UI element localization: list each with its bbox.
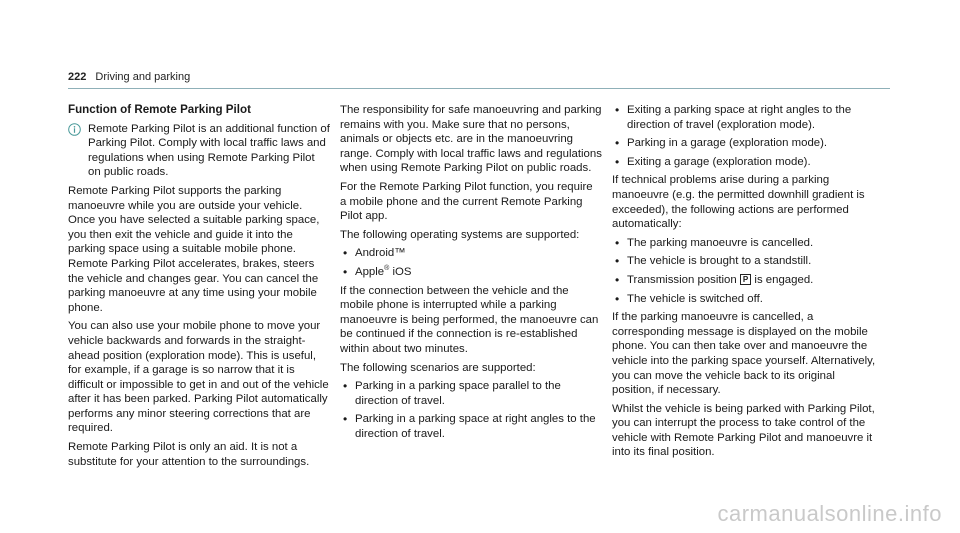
paragraph: If the connection between the vehicle and the mobile phone is interrupted while a parking manoeuvre is being performed, the manoeuvre can be continued if the connection is re-established within about two minutes. xyxy=(340,284,599,355)
list-item: • Apple® iOS xyxy=(340,265,602,280)
paragraph: If technical problems arise during a parking manoeuvre (e.g. the permitted downhill gradient is exceeded), the following actions are performed automatically: xyxy=(612,174,865,231)
list-item: • The vehicle is switched off. xyxy=(612,292,876,307)
list-item: • Parking in a parking space at right angles to the direction of travel. xyxy=(340,412,602,441)
list-item: • Exiting a parking space at right angles to the direction of travel (exploration mode). xyxy=(612,103,876,132)
column-2 xyxy=(340,103,602,445)
list-item: • The parking manoeuvre is cancelled. xyxy=(612,236,876,251)
park-position-icon: P xyxy=(740,274,751,285)
paragraph: Whilst the vehicle is being parked with Parking Pilot, you can interrupt the process to take control of the vehicle with Remote Parking Pilot and manoeuvre it into its final position. xyxy=(612,402,875,459)
page-header xyxy=(68,71,190,83)
list-item: • Android™ xyxy=(340,246,602,261)
paragraph: The following scenarios are supported: xyxy=(340,361,536,374)
os-list xyxy=(340,246,602,279)
paragraph: Remote Parking Pilot is only an aid. It is not a substitute for your attention to the surroundings. xyxy=(68,441,310,468)
note-text: Remote Parking Pilot is an additional function of Parking Pilot. Comply with local traffic laws and regulations when using Remote Parking Pilot on public roads. xyxy=(88,122,330,179)
paragraph: For the Remote Parking Pilot function, you require a mobile phone and the current Remote Parking Pilot app. xyxy=(340,180,593,223)
info-icon xyxy=(68,123,82,180)
paragraph: The responsibility for safe manoeuvring and parking remains with you. Make sure that no persons, animals or objects etc. are in the manoeuvring range. Comply with local traffic laws and regulations when using Remote Parking Pilot on public roads. xyxy=(340,104,602,175)
section-title: Driving and parking xyxy=(95,71,191,83)
list-item: • The vehicle is brought to a standstill. xyxy=(612,254,876,269)
list-item: • Parking in a garage (exploration mode). xyxy=(612,136,876,151)
column-3 xyxy=(612,103,876,464)
column-1 xyxy=(68,103,330,473)
list-item: • Parking in a parking space parallel to the direction of travel. xyxy=(340,379,602,408)
section-heading: Function of Remote Parking Pilot xyxy=(68,103,251,116)
paragraph: Remote Parking Pilot supports the parking manoeuvre while you are outside your vehicle. Once you have selected a suitable parking space, you then exit the vehicle and guide it into the parking space using a suitable mobile phone. Remote Parking Pilot accelerates, brakes, steers the vehicle and changes gear. You can cancel the parking manoeuvre at any time using your mobile phone. xyxy=(68,184,320,314)
list-item: • Exiting a garage (exploration mode). xyxy=(612,155,876,170)
scenario-list xyxy=(340,379,602,441)
paragraph: You can also use your mobile phone to move your vehicle backwards and forwards in the straight-ahead position (exploration mode). This is useful, for example, if a garage is so narrow that it is difficult or impossible to get in and out of the vehicle after it has been parked. Parking Pilot automatically performs any minor steering corrections that are required. xyxy=(68,320,329,435)
list-item: • Transmission position P is engaged. xyxy=(612,273,876,288)
scenario-list-continued xyxy=(612,103,876,169)
paragraph: The following operating systems are supported: xyxy=(340,228,580,241)
header-rule xyxy=(68,88,890,89)
action-list xyxy=(612,236,876,306)
info-note xyxy=(68,122,330,180)
paragraph: If the parking manoeuvre is cancelled, a corresponding message is displayed on the mobile phone. You can then take over and manoeuvre the vehicle into the parking space yourself. Alternatively, you can move the vehicle back to its original position, if necessary. xyxy=(612,311,876,397)
watermark: carmanualsonline.info xyxy=(717,501,942,526)
page-number: 222 xyxy=(68,71,87,83)
